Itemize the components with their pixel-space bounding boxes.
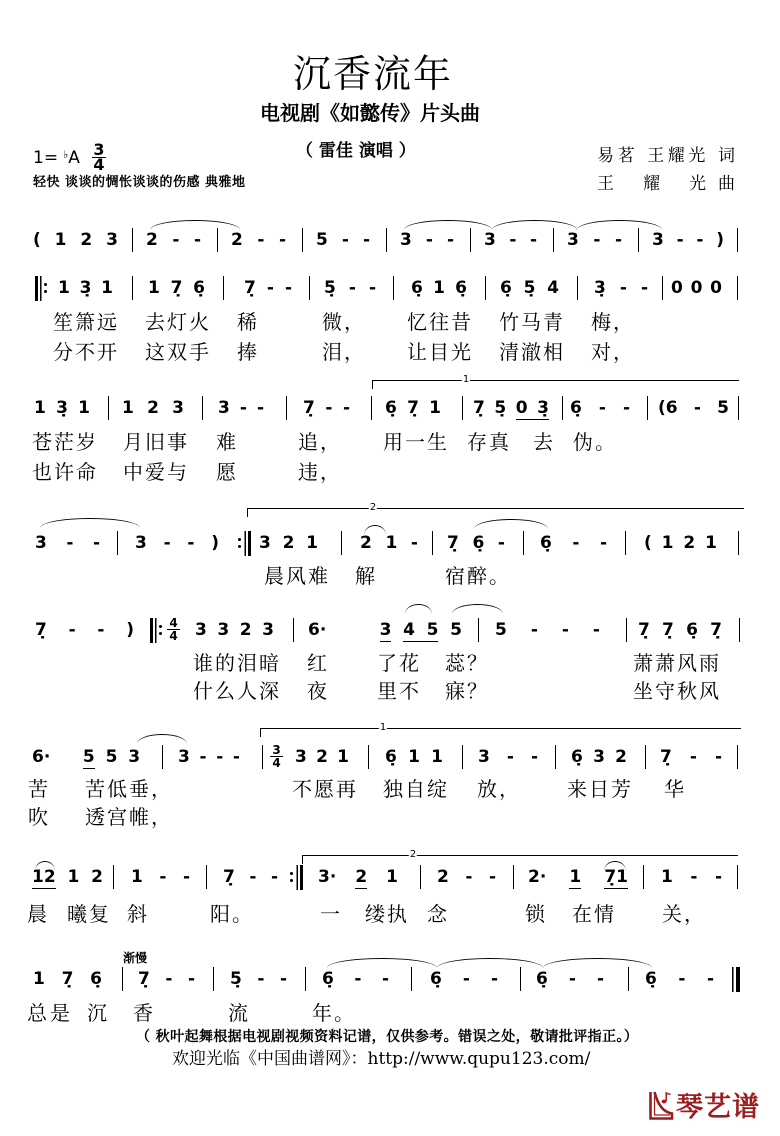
spacer <box>61 761 72 762</box>
bar-line <box>420 865 421 889</box>
lyric: 苍茫岁 <box>32 430 98 454</box>
lyric: 梅， <box>591 310 635 334</box>
bar-line <box>478 618 479 642</box>
key-note: A <box>68 148 80 168</box>
measure: 6̣ - - <box>645 969 714 989</box>
bar-line <box>562 396 563 420</box>
bar-line <box>462 396 463 420</box>
notes: 5 3 <box>105 747 141 767</box>
lyric: 寐？ <box>445 679 489 703</box>
bar-line <box>305 967 306 991</box>
lyric: 红 <box>307 651 329 675</box>
bar-line <box>462 745 463 769</box>
lyric: 去 <box>533 430 555 454</box>
time-signature-bottom: 4 <box>272 756 281 770</box>
beamed-notes: 12 <box>32 867 56 887</box>
lyric: 稀 <box>237 310 259 334</box>
final-bar-line <box>732 967 740 992</box>
bar-line <box>625 531 626 555</box>
measure: 6̣ - - <box>570 398 630 418</box>
bar-line <box>309 276 310 300</box>
measure: 5̣ - - <box>230 969 287 989</box>
tie-arc <box>452 604 503 614</box>
bar-line <box>371 396 372 420</box>
measure: 5 - - - <box>495 620 600 640</box>
time-signature-top: 3 <box>93 140 105 159</box>
bar-line <box>213 967 214 991</box>
notes: 7̣ 5̣ <box>473 398 507 418</box>
lyric: 香 <box>133 1001 155 1025</box>
lyric: 念 <box>427 902 449 926</box>
bar-line <box>223 276 224 300</box>
lyric: 什么人深 <box>193 679 281 703</box>
lyric: 用一生 <box>383 430 449 454</box>
bar-line <box>738 396 739 420</box>
repeat-start-sign <box>35 276 49 301</box>
bar-line <box>217 228 218 252</box>
lyric: 是 <box>50 1001 72 1025</box>
measure: 6̣ 3 2 <box>571 747 627 767</box>
slur-arc <box>405 604 432 614</box>
bar-line <box>485 276 486 300</box>
bar-line <box>293 618 294 642</box>
measure: 6̣ - - <box>430 969 498 989</box>
bar-line <box>202 396 203 420</box>
lyric: 锁 <box>525 902 547 926</box>
lyric: 曦复 <box>67 902 111 926</box>
lyric: 了花 <box>377 651 421 675</box>
volta-label: 2 <box>409 849 417 860</box>
measure: ( 1 2 3 <box>33 230 118 250</box>
measure: ( 1 2 1 <box>644 533 717 553</box>
measure: 3 - - <box>567 230 622 250</box>
volta-bracket <box>302 849 738 864</box>
bar-line <box>411 967 412 991</box>
lyric: 蕊？ <box>445 651 489 675</box>
lyric: 竹马青 <box>499 310 565 334</box>
bar-line <box>737 276 738 300</box>
tie-arc <box>40 518 140 528</box>
bar-line <box>737 745 738 769</box>
bar-line <box>341 531 342 555</box>
measure: 3 - - <box>478 747 538 767</box>
bar-line <box>555 745 556 769</box>
tie-arc <box>474 519 548 529</box>
bar-line <box>117 531 118 555</box>
measure: 1 2 3 <box>122 398 184 418</box>
lyric: 吹 <box>28 805 50 829</box>
spacer <box>338 634 368 635</box>
lyric: 解 <box>355 564 377 588</box>
lyric: 笙箫远 <box>53 310 119 334</box>
lyric: 宿醉。 <box>445 564 511 588</box>
lyric: 一 <box>320 902 342 926</box>
bar-line <box>393 276 394 300</box>
measure: (6 - 5 <box>658 398 729 418</box>
measure <box>473 396 549 420</box>
lyric: 晨 <box>27 902 49 926</box>
lyric: 微， <box>322 310 366 334</box>
measure: 3 - - <box>484 230 537 250</box>
lyric: 这双手 <box>145 340 211 364</box>
bar-line <box>739 618 740 642</box>
lyric: 泪， <box>322 340 366 364</box>
lyric: 违， <box>298 460 342 484</box>
beamed-notes: 7̣1 <box>604 867 628 887</box>
lyric: 放， <box>477 777 521 801</box>
bar-line <box>737 865 738 889</box>
measure: 6̣ 5̣ 4 <box>500 278 559 298</box>
lyric: 让目光 <box>407 340 473 364</box>
measure: 3 - - <box>218 398 264 418</box>
tempo-marking: 轻快 谈谈的惆怅谈谈的伤感 典雅地 <box>33 175 246 190</box>
lyric: 阳。 <box>210 902 254 926</box>
measure: 3 - - ) <box>652 230 724 250</box>
bar-line <box>113 865 114 889</box>
bar-line <box>738 531 739 555</box>
volta-bracket <box>247 502 744 517</box>
measure: 1 - - <box>131 867 190 887</box>
dotted-note: 6· <box>32 747 51 767</box>
measure: 3 3 2 3 <box>195 620 274 640</box>
measure: 1 3̣ 1 <box>58 278 113 298</box>
website-welcome: 欢迎光临《中国曲谱网》：http://www.qupu123.com/ <box>172 1049 591 1069</box>
lyric: 谁的泪暗 <box>193 651 281 675</box>
logo-text: 琴艺谱 <box>676 1092 760 1123</box>
measure: 7̣ - - ) <box>35 620 134 640</box>
measure: 5̣ - - <box>324 278 376 298</box>
beamed-notes: 0 3̣ <box>515 398 549 418</box>
measure: 3̣ - - <box>594 278 648 298</box>
bar-line <box>520 967 521 991</box>
measure: 1 3̣ 1 <box>34 398 90 418</box>
bar-line <box>262 745 263 769</box>
bar-line <box>286 396 287 420</box>
measure: 7̣ 6̣ - <box>447 533 505 553</box>
measure: 5 - - <box>316 230 370 250</box>
lyric: 斜 <box>127 902 149 926</box>
lyric: 缕执 <box>365 902 409 926</box>
measure <box>32 745 140 769</box>
piano-note-icon <box>648 1090 674 1126</box>
time-signature-change <box>270 744 283 769</box>
volta-bracket <box>260 722 741 737</box>
lyric: 去灯火 <box>145 310 211 334</box>
volta-label: 1 <box>462 374 470 385</box>
lyric: 流 <box>228 1001 250 1025</box>
song-subtitle: 电视剧《如懿传》片头曲 <box>260 101 480 125</box>
lyric: 也许命 <box>32 460 98 484</box>
measure: 6̣ 1 6̣ <box>411 278 467 298</box>
transcription-note: （ 秋叶起舞根据电视剧视频资料记谱，仅供参考。错误之处，敬请批评指正。） <box>136 1029 639 1045</box>
song-title: 沉香流年 <box>292 52 453 96</box>
beamed-notes: 4 5 <box>403 620 439 640</box>
measure: 3 - - ) <box>135 533 219 553</box>
measure: 2 - - <box>231 230 286 250</box>
bar-line <box>553 228 554 252</box>
lyric: 苦低垂， <box>85 777 173 801</box>
time-signature-top: 4 <box>167 617 180 630</box>
measure: 2 1 - <box>360 533 418 553</box>
beamed-note: 3 <box>379 620 392 640</box>
lyric: 总 <box>27 1001 49 1025</box>
bar-line <box>577 276 578 300</box>
lyric: 不愿再 <box>292 777 358 801</box>
measure: 3 - - <box>35 533 100 553</box>
volta-bracket <box>372 374 739 389</box>
beamed-note: 1 <box>569 867 582 887</box>
dotted-note: 6· <box>308 620 327 640</box>
bar-line <box>206 865 207 889</box>
bar-line <box>523 531 524 555</box>
dotted-note: 2· <box>528 867 547 887</box>
dotted-note: 3· <box>318 867 337 887</box>
beamed-note: 2 <box>355 867 368 887</box>
repeat-end-sign <box>289 865 303 890</box>
note: 1 <box>386 867 399 887</box>
tie-arc <box>137 734 187 744</box>
measure <box>528 865 628 889</box>
note: 5 <box>450 620 462 640</box>
lyric: 萧萧风雨 <box>633 651 721 675</box>
key-prefix: 1= <box>33 148 59 168</box>
measure: 7̣ - - <box>138 969 195 989</box>
measure: 3 2 1 <box>259 533 318 553</box>
bar-line <box>386 228 387 252</box>
notes: 1 2 <box>67 867 104 887</box>
time-signature-bottom: 4 <box>93 155 105 174</box>
tempo-change-marking: 渐慢 <box>123 951 148 965</box>
lyric: 苦 <box>28 777 50 801</box>
lyric: 愿 <box>216 460 238 484</box>
measure: 0 0 0 <box>671 278 722 298</box>
lyric: 难 <box>216 430 238 454</box>
lyric: 华 <box>664 777 686 801</box>
measure: 1 7̣ 6̣ <box>148 278 205 298</box>
volta-label: 2 <box>369 502 377 513</box>
lyric: 中爱与 <box>123 460 189 484</box>
lyric: 透宫帷， <box>85 805 173 829</box>
bar-line <box>302 228 303 252</box>
lyric: 在情 <box>572 902 616 926</box>
lyric: 月旧事 <box>123 430 189 454</box>
measure: 3 - - - <box>178 747 240 767</box>
lyric: 清澈相 <box>499 340 565 364</box>
measure <box>32 865 103 889</box>
measure: 6̣ - - <box>540 533 607 553</box>
bar-line <box>132 276 133 300</box>
bar-line <box>643 865 644 889</box>
composer-credit: 王 耀 光曲 <box>597 174 735 194</box>
bar-line <box>162 745 163 769</box>
bar-line <box>628 967 629 991</box>
repeat-start-sign <box>150 618 164 643</box>
measure: 7̣ - - <box>303 398 350 418</box>
site-logo <box>648 1091 760 1124</box>
lyric: 关， <box>662 902 706 926</box>
key-signature <box>33 143 80 170</box>
measure <box>318 865 398 889</box>
measure: 3 - - <box>400 230 454 250</box>
lyric: 忆往昔 <box>407 310 473 334</box>
repeat-end-sign <box>237 531 251 556</box>
bar-line <box>132 228 133 252</box>
measure <box>308 618 462 642</box>
lyric: 对， <box>591 340 635 364</box>
measure: 3 2 1 <box>295 747 349 767</box>
bar-line <box>626 618 627 642</box>
time-signature-bottom: 4 <box>169 629 178 643</box>
lyric: 里不 <box>377 679 421 703</box>
measure: 6̣ - - <box>322 969 389 989</box>
lyric: 分不开 <box>53 340 119 364</box>
lyricist-credit: 易茗 王耀光 词 <box>597 146 735 166</box>
bar-line <box>470 228 471 252</box>
time-signature-top: 3 <box>270 744 283 757</box>
time-signature <box>92 140 106 174</box>
measure: 7̣ 7̣ 6̣ 7̣ <box>638 620 722 640</box>
lyric: 坐守秋风 <box>633 679 721 703</box>
bar-line <box>513 865 514 889</box>
bar-line <box>122 967 123 991</box>
bar-line <box>662 276 663 300</box>
lyric: 伪。 <box>573 430 617 454</box>
performer: （ 雷佳 演唱 ） <box>296 141 416 161</box>
lyric: 沉 <box>87 1001 109 1025</box>
lyric: 晨风难 <box>264 564 330 588</box>
lyric: 独自绽 <box>383 777 449 801</box>
time-signature-change <box>167 617 180 642</box>
measure: 6̣ 7̣ 1 <box>385 398 441 418</box>
lyric: 捧 <box>237 340 259 364</box>
lyric: 夜 <box>307 679 329 703</box>
volta-label: 1 <box>379 722 387 733</box>
measure: 6̣ 1 1 <box>385 747 443 767</box>
bar-line <box>368 745 369 769</box>
measure: 6̣ - - <box>536 969 604 989</box>
flat-icon: ♭ <box>63 148 69 161</box>
measure: 1 7̣ 6̣ <box>33 969 102 989</box>
measure: 7̣ - - <box>244 278 292 298</box>
bar-line <box>647 396 648 420</box>
lyric: 追， <box>298 430 342 454</box>
lyric: 来日芳 <box>567 777 633 801</box>
beamed-note: 5 <box>82 747 95 767</box>
measure: 2 - - <box>437 867 496 887</box>
measure: 2 - - <box>146 230 201 250</box>
measure: 1 - - <box>661 867 722 887</box>
lyric: 年。 <box>312 1001 356 1025</box>
bar-line <box>737 228 738 252</box>
bar-line <box>638 228 639 252</box>
bar-line <box>432 531 433 555</box>
bar-line <box>108 396 109 420</box>
bar-line <box>645 745 646 769</box>
measure: 7̣ - - <box>223 867 278 887</box>
measure: 7̣ - - <box>660 747 722 767</box>
lyric: 存真 <box>467 430 511 454</box>
